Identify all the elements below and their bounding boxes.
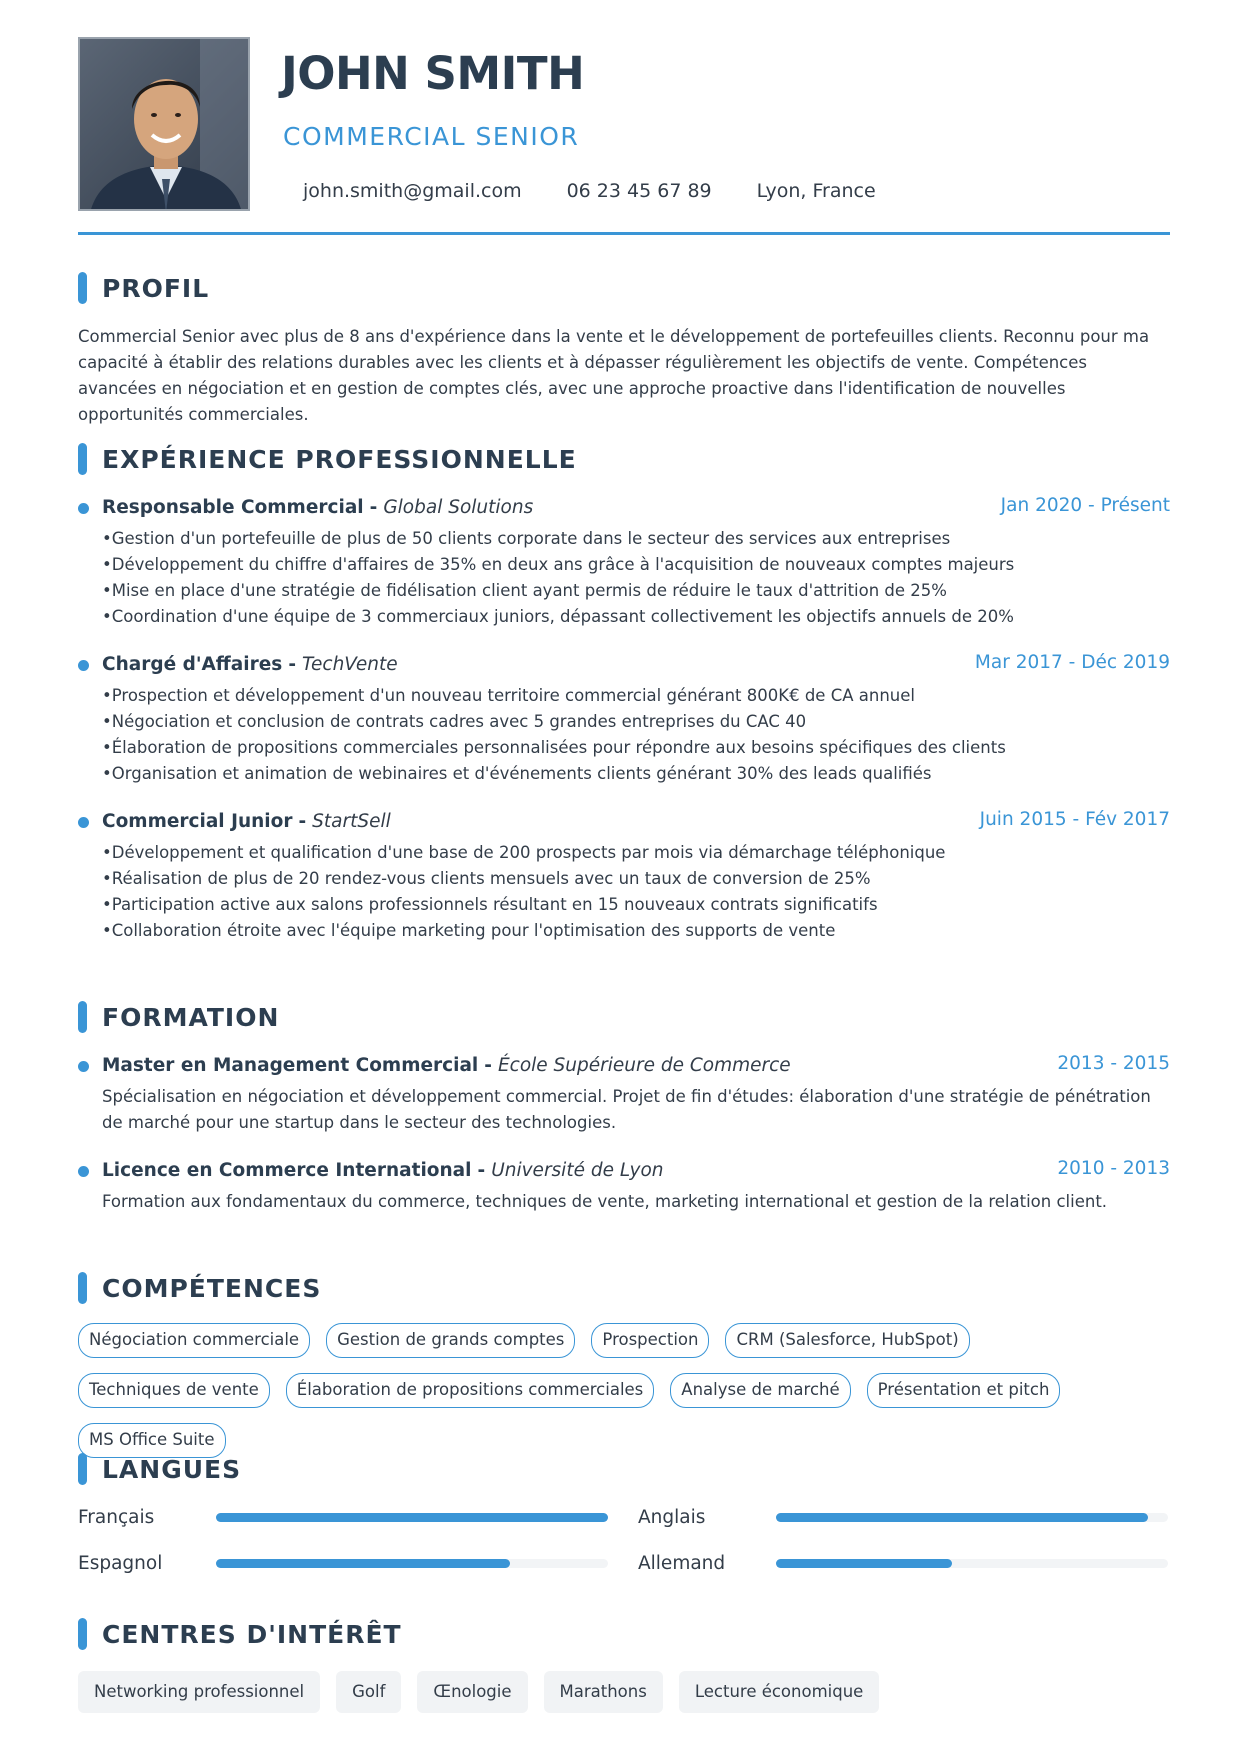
- section-heading-label: EXPÉRIENCE PROFESSIONNELLE: [102, 444, 577, 474]
- section-skills: [78, 1271, 1170, 1458]
- candidate-title: COMMERCIAL SENIOR: [283, 122, 580, 151]
- job-company: TechVente: [302, 653, 398, 675]
- job-bullets: [102, 683, 1170, 787]
- interest-tag: Œnologie: [417, 1671, 527, 1713]
- section-profile: [78, 271, 1170, 428]
- education-description: Formation aux fondamentaux du commerce, techniques de vente, marketing international et gestion de la relation client.: [102, 1192, 1108, 1211]
- language-item: [638, 1548, 1170, 1578]
- language-level-fill: [216, 1559, 510, 1568]
- interest-tag: Marathons: [544, 1671, 663, 1713]
- education-dates: 2010 - 2013: [1057, 1158, 1170, 1179]
- job-role: Responsable Commercial: [102, 496, 364, 518]
- profile-summary: Commercial Senior avec plus de 8 ans d'expérience dans la vente et le développement de portefeuilles clients. Reconnu pour ma capacité à établir des relations durables avec les clients et à dépasser régulièrement les objectifs de vente. Compétences avancées en négociation et en gestion de comptes clés, avec une approche proactive dans l'identification de nouvelles opportunités commerciales.: [78, 327, 1150, 424]
- job-dates: Jan 2020 - Présent: [1000, 495, 1170, 516]
- timeline-dot: [78, 1166, 89, 1177]
- bullet-item: • Négociation et conclusion de contrats cadres avec 5 grandes entreprises du CAC 40: [102, 709, 1170, 735]
- interest-tag: Networking professionnel: [78, 1671, 320, 1713]
- language-name: Espagnol: [78, 1552, 163, 1574]
- language-level-fill: [776, 1513, 1148, 1522]
- interest-tag: Lecture économique: [679, 1671, 879, 1713]
- separator: -: [288, 653, 296, 675]
- language-name: Français: [78, 1506, 155, 1528]
- separator: -: [298, 810, 307, 832]
- education-dates: 2013 - 2015: [1057, 1053, 1170, 1074]
- skill-chip: Techniques de vente: [78, 1373, 270, 1408]
- language-item: [78, 1502, 638, 1532]
- language-list: [78, 1502, 1170, 1578]
- language-name: Allemand: [638, 1552, 726, 1574]
- entry-header: [102, 650, 1170, 678]
- skill-chip: Gestion de grands comptes: [326, 1323, 575, 1358]
- section-heading: [78, 1000, 1170, 1034]
- profile-photo: [78, 37, 250, 211]
- job-bullets: [102, 526, 1170, 630]
- bullet-item: • Développement du chiffre d'affaires de 35% en deux ans grâce à l'acquisition de nouveaux comptes majeurs: [102, 552, 1170, 578]
- section-heading-label: FORMATION: [102, 1002, 280, 1032]
- language-level-fill: [216, 1513, 608, 1522]
- portrait-image: [80, 39, 250, 211]
- language-name: Anglais: [638, 1506, 706, 1528]
- school-name: Université de Lyon: [491, 1159, 664, 1181]
- job-dates: Mar 2017 - Déc 2019: [974, 652, 1170, 673]
- heading-accent-bar: [78, 1001, 87, 1033]
- entry-header: [102, 493, 1170, 521]
- experience-entry: [78, 493, 1170, 630]
- heading-accent-bar: [78, 443, 87, 475]
- bullet-item: • Organisation et animation de webinaires et d'événements clients générant 30% des leads qualifiés: [102, 761, 1170, 787]
- education-description: Spécialisation en négociation et développement commercial. Projet de fin d'études: élaboration d'une stratégie de pénétration de marché pour une startup dans le secteur des technologies.: [102, 1087, 1151, 1132]
- section-experience: [78, 442, 1170, 944]
- skill-chip: Élaboration de propositions commerciales: [286, 1373, 654, 1408]
- section-heading-label: CENTRES D'INTÉRÊT: [102, 1619, 402, 1649]
- job-dates: Juin 2015 - Fév 2017: [979, 809, 1170, 830]
- bullet-item: • Participation active aux salons professionnels résultant en 15 nouveaux contrats significatifs: [102, 892, 1170, 918]
- section-heading: [78, 271, 1170, 305]
- section-heading-label: PROFIL: [102, 273, 210, 303]
- language-level-bar: [216, 1513, 608, 1522]
- job-bullets: [102, 840, 1170, 944]
- skill-chips: [78, 1323, 1170, 1458]
- resume-header: [78, 37, 1170, 235]
- section-heading: [78, 1617, 1170, 1651]
- contact-phone[interactable]: 06 23 45 67 89: [566, 180, 712, 202]
- bullet-item: • Collaboration étroite avec l'équipe marketing pour l'optimisation des supports de vente: [102, 918, 1170, 944]
- interest-tags: [78, 1671, 1170, 1713]
- separator: -: [369, 496, 378, 518]
- school-name: École Supérieure de Commerce: [497, 1054, 791, 1076]
- entry-header: [102, 1156, 1170, 1184]
- section-heading-label: COMPÉTENCES: [102, 1273, 322, 1303]
- heading-accent-bar: [78, 272, 87, 304]
- skill-chip: CRM (Salesforce, HubSpot): [725, 1323, 969, 1358]
- interest-tag: Golf: [336, 1671, 401, 1713]
- skill-chip: Présentation et pitch: [867, 1373, 1061, 1408]
- language-level-fill: [776, 1559, 952, 1568]
- contact-location: Lyon, France: [756, 180, 876, 202]
- section-heading: [78, 442, 1170, 476]
- education-entry: [78, 1156, 1170, 1215]
- skill-chip: MS Office Suite: [78, 1423, 226, 1458]
- separator: -: [477, 1159, 486, 1181]
- language-level-bar: [776, 1559, 1168, 1568]
- heading-accent-bar: [78, 1272, 87, 1304]
- contact-info: [303, 180, 876, 202]
- section-interests: [78, 1617, 1170, 1713]
- section-heading: [78, 1452, 1170, 1486]
- experience-entry: [78, 650, 1170, 787]
- language-item: [78, 1548, 638, 1578]
- bullet-item: • Réalisation de plus de 20 rendez-vous clients mensuels avec un taux de conversion de 25%: [102, 866, 1170, 892]
- bullet-item: • Développement et qualification d'une base de 200 prospects par mois via démarchage téléphonique: [102, 840, 1170, 866]
- job-role: Chargé d'Affaires: [102, 653, 283, 675]
- bullet-item: • Prospection et développement d'un nouveau territoire commercial générant 800K€ de CA annuel: [102, 683, 1170, 709]
- heading-accent-bar: [78, 1618, 87, 1650]
- section-heading-label: LANGUES: [102, 1454, 242, 1484]
- entry-header: [102, 807, 1170, 835]
- job-company: Global Solutions: [383, 496, 534, 518]
- degree-name: Master en Management Commercial: [102, 1054, 479, 1076]
- section-education: [78, 1000, 1170, 1215]
- bullet-item: • Gestion d'un portefeuille de plus de 50 clients corporate dans le secteur des services aux entreprises: [102, 526, 1170, 552]
- timeline-dot: [78, 817, 89, 828]
- language-level-bar: [216, 1559, 608, 1568]
- bullet-item: • Mise en place d'une stratégie de fidélisation client ayant permis de réduire le taux d'attrition de 25%: [102, 578, 1170, 604]
- heading-accent-bar: [78, 1453, 87, 1485]
- bullet-item: • Élaboration de propositions commerciales personnalisées pour répondre aux besoins spécifiques des clients: [102, 735, 1170, 761]
- entry-header: [102, 1051, 1170, 1079]
- section-heading: [78, 1271, 1170, 1305]
- timeline-dot: [78, 1061, 89, 1072]
- skill-chip: Prospection: [591, 1323, 709, 1358]
- candidate-name: JOHN SMITH: [281, 47, 585, 100]
- separator: -: [484, 1054, 492, 1076]
- language-level-bar: [776, 1513, 1168, 1522]
- timeline-dot: [78, 503, 89, 514]
- contact-email[interactable]: john.smith@gmail.com: [303, 180, 522, 202]
- timeline-dot: [78, 660, 89, 671]
- experience-entry: [78, 807, 1170, 944]
- job-company: StartSell: [312, 810, 391, 832]
- education-entry: [78, 1051, 1170, 1136]
- bullet-item: • Coordination d'une équipe de 3 commerciaux juniors, dépassant collectivement les objectifs annuels de 20%: [102, 604, 1170, 630]
- degree-name: Licence en Commerce International: [102, 1159, 472, 1181]
- job-role: Commercial Junior: [102, 810, 293, 832]
- skill-chip: Négociation commerciale: [78, 1323, 310, 1358]
- section-languages: [78, 1452, 1170, 1578]
- resume-page: [78, 37, 1170, 1701]
- skill-chip: Analyse de marché: [670, 1373, 850, 1408]
- language-item: [638, 1502, 1170, 1532]
